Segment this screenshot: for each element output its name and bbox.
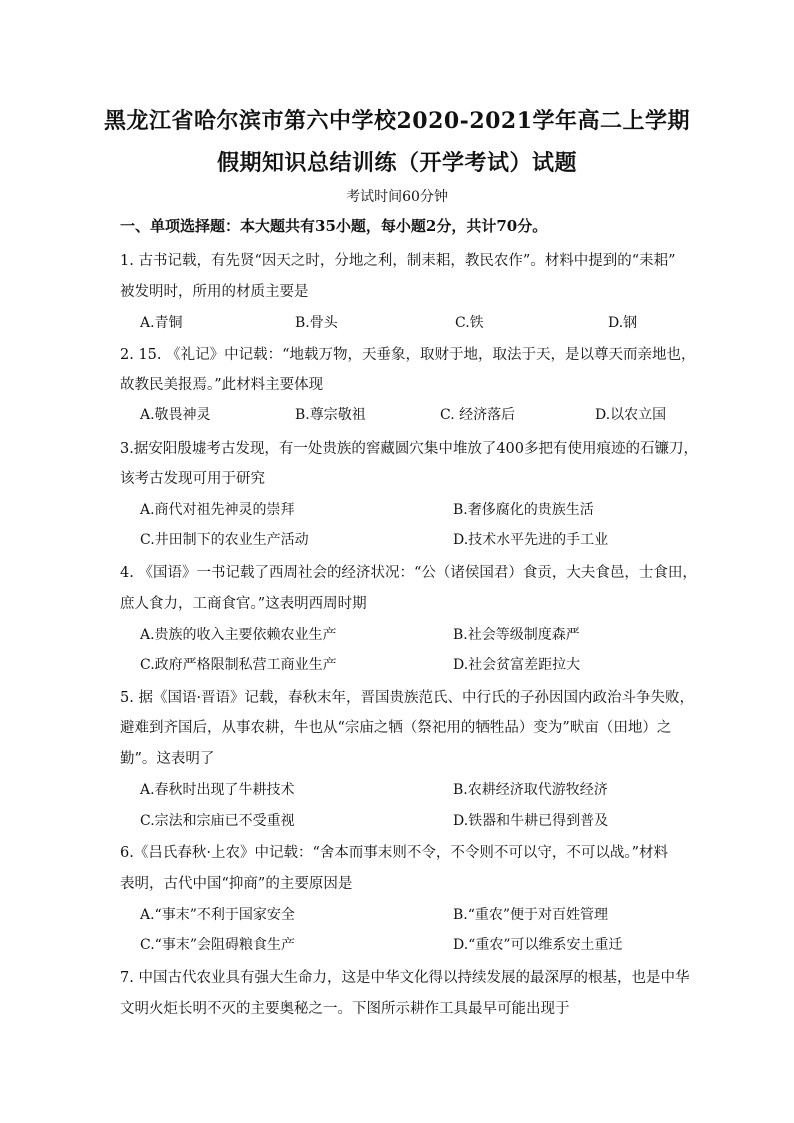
question-2-line-1: 2. 15. 《礼记》中记载：“地载万物，天垂象，取财于地，取法于天，是以尊天而亲地也， bbox=[120, 347, 696, 363]
question-1-option-d: D.钢 bbox=[608, 315, 638, 331]
question-3-option-b: B.奢侈腐化的贵族生活 bbox=[453, 502, 594, 518]
question-6-option-d: D.“重农”可以维系安土重迁 bbox=[453, 937, 623, 953]
section-heading: 一、单项选择题：本大题共有35小题，每小题2分，共计70分。 bbox=[120, 217, 548, 235]
question-5-option-d: D.铁器和牛耕已得到普及 bbox=[453, 813, 609, 829]
question-1-option-a: A.青铜 bbox=[140, 315, 183, 331]
question-3-option-a: A.商代对祖先神灵的崇拜 bbox=[140, 502, 295, 518]
question-5-line-1: 5. 据《国语·晋语》记载，春秋末年，晋国贵族范氏、中行氏的子孙因国内政治斗争失败， bbox=[120, 690, 695, 706]
question-6-option-a: A.“事末”不利于国家安全 bbox=[140, 907, 295, 923]
question-7-line-2: 文明火炬长明不灭的主要奥秘之一。下图所示耕作工具最早可能出现于 bbox=[120, 1001, 570, 1017]
exam-time: 考试时间60分钟 bbox=[346, 189, 448, 205]
question-2-option-a: A.敬畏神灵 bbox=[140, 407, 211, 423]
question-3-line-2: 该考古发现可用于研究 bbox=[120, 471, 265, 487]
question-4-option-b: B.社会等级制度森严 bbox=[453, 627, 580, 643]
question-1-option-b: B.骨头 bbox=[295, 315, 338, 331]
question-1-line-2: 被发明时，所用的材质主要是 bbox=[120, 284, 309, 300]
question-2-option-b: B.尊宗敬祖 bbox=[295, 407, 366, 423]
question-2-option-c: C. 经济落后 bbox=[440, 407, 516, 423]
question-3-line-1: 3.据安阳殷墟考古发现，有一处贵族的窖藏圆穴集中堆放了400多把有使用痕迹的石镰刀， bbox=[120, 441, 699, 457]
question-4-option-c: C.政府严格限制私营工商业生产 bbox=[140, 657, 337, 673]
question-2-option-d: D.以农立国 bbox=[595, 407, 667, 423]
question-2-line-2: 故教民美报焉。”此材料主要体现 bbox=[120, 377, 324, 393]
question-6-line-1: 6.《吕氏春秋·上农》中记载：“舍本而事末则不令，不令则不可以守，不可以战。”材料 bbox=[120, 845, 669, 861]
question-6-option-c: C.“事末”会阻碍粮食生产 bbox=[140, 937, 295, 953]
question-7-line-1: 7. 中国古代农业具有强大生命力，这是中华文化得以持续发展的最深厚的根基，也是中华 bbox=[120, 970, 690, 986]
document-title-line-1: 黑龙江省哈尔滨市第六中学校2020-2021学年高二上学期 bbox=[103, 108, 691, 134]
question-4-line-1: 4. 《国语》一书记载了西周社会的经济状况：“公（诸侯国君）食贡，大夫食邑，士食田， bbox=[120, 565, 697, 581]
question-4-line-2: 庶人食力，工商食官。”这表明西周时期 bbox=[120, 596, 367, 612]
question-4-option-a: A.贵族的收入主要依赖农业生产 bbox=[140, 627, 337, 643]
question-5-line-2: 避难到齐国后，从事农耕，牛也从“宗庙之牺（祭祀用的牺牲品）变为”畎亩（田地）之 bbox=[120, 720, 672, 736]
question-5-option-b: B.农耕经济取代游牧经济 bbox=[453, 782, 608, 798]
question-5-option-c: C.宗法和宗庙已不受重视 bbox=[140, 813, 295, 829]
question-4-option-d: D.社会贫富差距拉大 bbox=[453, 657, 581, 673]
question-5-line-3: 勤”。这表明了 bbox=[120, 751, 215, 767]
question-3-option-c: C.井田制下的农业生产活动 bbox=[140, 532, 309, 548]
question-1-line-1: 1. 古书记载，有先贤“因天之时，分地之利，制耒耜，教民农作”。材料中提到的“耒耜” bbox=[120, 253, 676, 269]
question-6-line-2: 表明，古代中国“抑商”的主要原因是 bbox=[120, 876, 353, 892]
question-1-option-c: C.铁 bbox=[455, 315, 484, 331]
question-3-option-d: D.技术水平先进的手工业 bbox=[453, 532, 609, 548]
document-title-line-2: 假期知识总结训练（开学考试）试题 bbox=[216, 150, 577, 176]
question-5-option-a: A.春秋时出现了牛耕技术 bbox=[140, 782, 295, 798]
question-6-option-b: B.“重农”便于对百姓管理 bbox=[453, 907, 609, 923]
